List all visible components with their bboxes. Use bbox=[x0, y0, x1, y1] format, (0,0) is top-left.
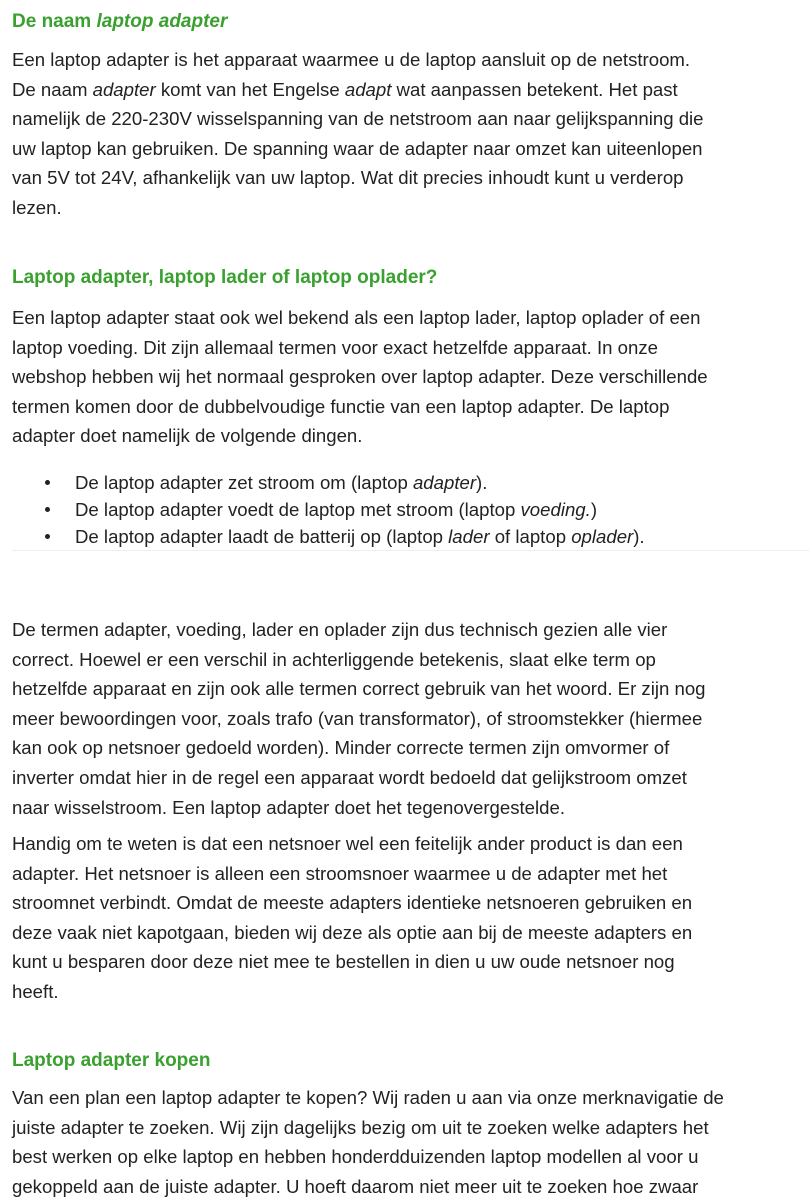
paragraph-netsnoer: Handig om te weten is dat een netsnoer wel een feitelijk ander product is dan een adapter. Het netsnoer is alleen een stroomsnoer waarmee u de adapter met het stroomnet verbindt. Omdat de meeste adapters identieke netsnoeren gebruiken en deze vaak niet kapotgaan, bieden wij deze als optie aan bij de meeste adapters en kunt u besparen door deze niet mee te bestellen in dien u uw oude netsnoer nog heeft. bbox=[12, 833, 693, 1002]
bullet-icon bbox=[45, 507, 50, 512]
paragraph-synonyms: Een laptop adapter staat ook wel bekend als een laptop lader, laptop oplader of een laptop voeding. Dit zijn allemaal termen voor exact hetzelfde apparaat. In onze webshop hebben wij het normaal gesproken over laptop adapter. Deze verschillende termen komen door de dubbelvoudige functie van een laptop adapter. De laptop adapter doet namelijk de volgende dingen. bbox=[12, 307, 708, 447]
heading-laptop-adapter-kopen: Laptop adapter kopen bbox=[12, 1050, 211, 1071]
paragraph-terms: De termen adapter, voeding, lader en oplader zijn dus technisch gezien alle vier correct. Hoewel er een verschil in achterliggende betekenis, slaat elke term op hetzelfde apparaat en zijn ook alle termen correct gebruik van het woord. Er zijn nog meer bewoordingen voor, zoals trafo (van transformator), of stroomstekker (hiermee kan ook op netsnoer gedoeld worden). Minder correcte termen zijn omvormer of inverter omdat hier in de regel een apparaat wordt bedoeld dat gelijkstroom omzet naar wisselstroom. Een laptop adapter doet het tegenovergestelde. bbox=[12, 619, 706, 818]
list-item: De laptop adapter laadt de batterij op (laptop lader of laptop oplader). bbox=[12, 523, 809, 550]
heading-de-naam-laptop-adapter: De naam laptop adapter bbox=[12, 11, 228, 32]
list-item: De laptop adapter voedt de laptop met stroom (laptop voeding.) bbox=[12, 496, 809, 523]
paragraph-intro: Een laptop adapter is het apparaat waarmee u de laptop aansluit op de netstroom. De naam adapter komt van het Engelse adapt wat aanpassen betekent. Het past namelijk de 220-230V wisselspanning van de netstroom aan naar gelijkspanning die uw laptop kan gebruiken. De spanning waar de adapter naar omzet kan uiteenlopen van 5V tot 24V, afhankelijk van uw laptop. Wat dit precies inhoudt kunt u verderop lezen. bbox=[12, 49, 704, 218]
bullet-icon bbox=[45, 534, 50, 539]
function-list bbox=[12, 469, 809, 551]
list-item: De laptop adapter zet stroom om (laptop adapter). bbox=[12, 469, 809, 496]
paragraph-kopen: Van een plan een laptop adapter te kopen? Wij raden u aan via onze merknavigatie de juiste adapter te zoeken. Wij zijn dagelijks bezig om uit te zoeken welke adapters het best werken op elke laptop en hebben honderdduizenden laptop modellen al voor u gekoppeld aan de juiste adapter. U hoeft daarom niet meer uit te zoeken hoe zwaar bbox=[12, 1087, 724, 1197]
bullet-icon bbox=[45, 480, 50, 485]
heading-lader-oplader: Laptop adapter, laptop lader of laptop oplader? bbox=[12, 267, 438, 288]
